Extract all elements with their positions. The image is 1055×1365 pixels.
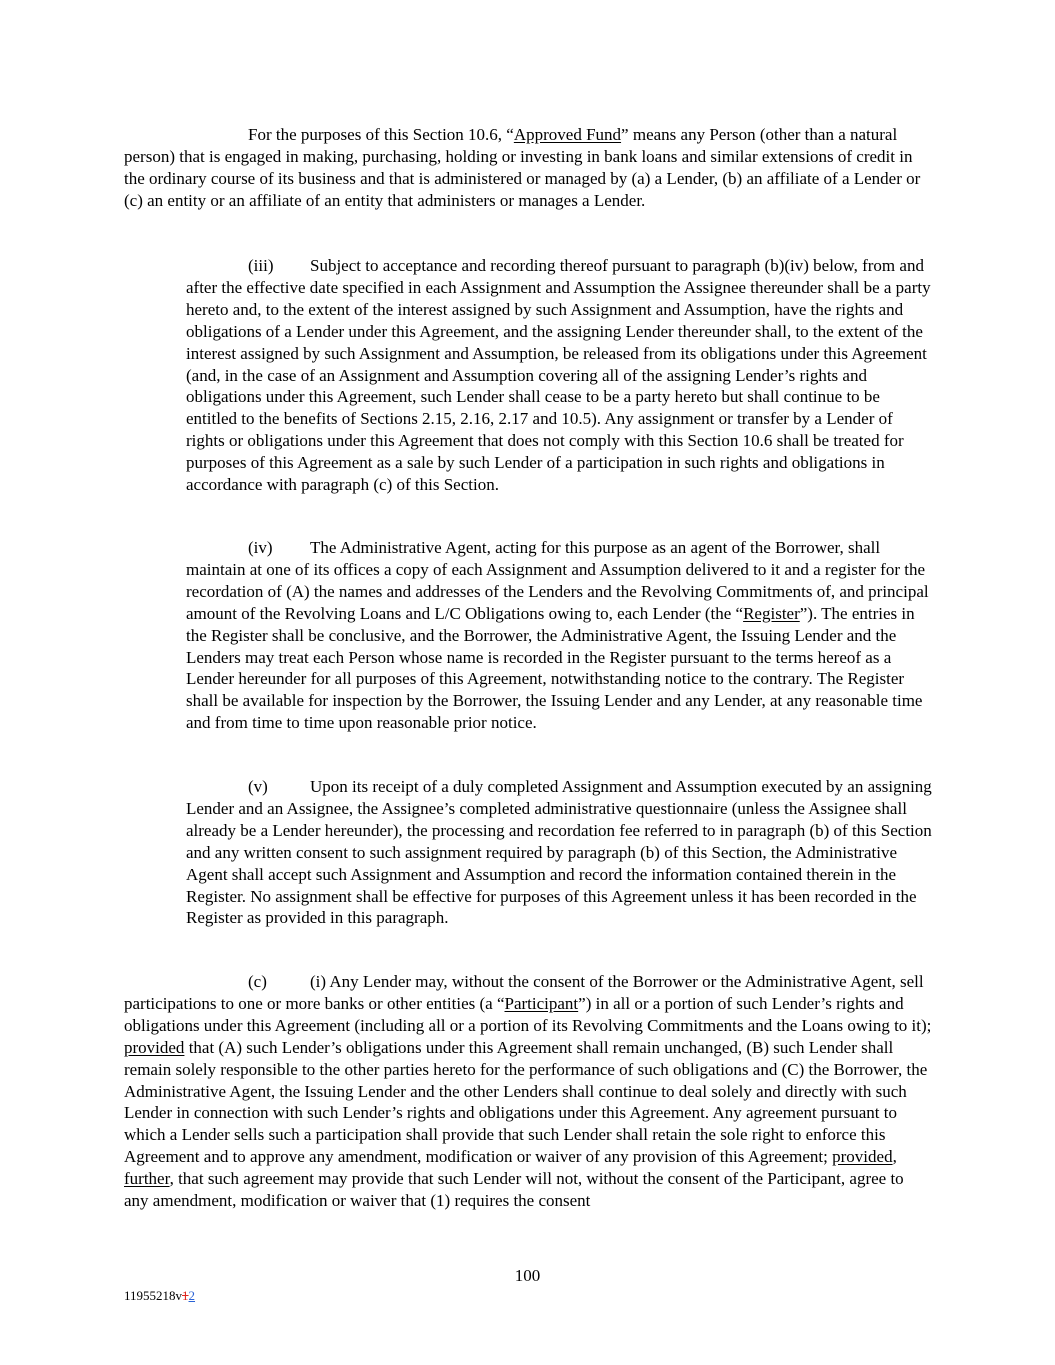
- defined-term-participant: Participant: [504, 993, 579, 1013]
- approved-fund-intro: For the purposes of this Section 10.6, “: [248, 125, 514, 144]
- paragraph-approved-fund: [124, 124, 932, 212]
- defined-term-register: Register: [743, 603, 800, 623]
- clause-label-iii: (iii): [248, 256, 274, 275]
- proviso-comma: ,: [892, 1147, 897, 1167]
- clause-label-v: (v): [248, 777, 268, 796]
- paragraph-c: [124, 971, 932, 1212]
- proviso-provided-further: provided: [832, 1147, 893, 1167]
- document-id: [124, 1288, 195, 1304]
- clause-text-iv-after: ”). The entries in the Register shall be conclusive, and the Borrower, the Administrative Agent, the Issuing Lender and the Lenders may treat each Person whose name is recorded in the Register pursuant to the terms hereof as a Lender hereunder for all purposes of this Agreement, notwithstanding notice to the contrary. The Register shall be available for inspection by the Borrower, the Issuing Lender and any Lender, at any reasonable time and from time to time upon reasonable prior notice.: [186, 603, 923, 733]
- paragraph-iv: [186, 537, 932, 734]
- clause-text-iii: Subject to acceptance and recording thereof pursuant to paragraph (b)(iv) below, from and after the effective date specified in each Assignment and Assumption the Assignee thereunder shall be a party hereto and, to the extent of the interest assigned by such Assignment and Assumption, have the rights and obligations of a Lender under this Agreement, and the assigning Lender thereunder shall, to the extent of the interest assigned by such Assignment and Assumption, be released from its obligations under this Agreement (and, in the case of an Assignment and Assumption covering all of the assigning Lender’s rights and obligations under this Agreement, such Lender shall cease to be a party hereto but shall continue to be entitled to the benefits of Sections 2.15, 2.16, 2.17 and 10.5). Any assignment or transfer by a Lender of rights or obligations under this Agreement that does not comply with this Section 10.6 shall be treated for purposes of this Agreement as a sale by such Lender of a participation in such rights and obligations in accordance with paragraph (c) of this Section.: [186, 256, 931, 495]
- clause-text-iv-before: The Administrative Agent, acting for this purpose as an agent of the Borrower, shall maintain at one of its offices a copy of each Assignment and Assumption delivered to it and a register for the recordation of (A) the names and addresses of the Lenders and the Revolving Commitments of, and principal amount of the Revolving Loans and L/C Obligations owing to, each Lender (the “: [186, 538, 929, 623]
- document-id-base: 11955218v: [124, 1288, 183, 1303]
- clause-text-c-part3: that (A) such Lender’s obligations under this Agreement shall remain unchanged, (B) such Lender shall remain solely responsible to the other parties hereto for the performance of such obligations and (C) the Borrower, the Administrative Agent, the Issuing Lender and the other Lenders shall continue to deal solely and directly with such Lender in connection with such Lender’s rights and obligations under this Agreement. Any agreement pursuant to which a Lender sells such a participation shall provide that such Lender shall retain the sole right to enforce this Agreement and to approve any amendment, modification or waiver of any provision of this Agreement;: [124, 1037, 928, 1167]
- page-number: 100: [514, 1266, 541, 1285]
- defined-term-approved-fund: Approved Fund: [513, 125, 622, 144]
- document-id-inserted-version: 2: [188, 1288, 196, 1303]
- document-id-deleted-version: 1: [182, 1288, 189, 1303]
- paragraph-v: [186, 776, 932, 929]
- proviso-further: further: [124, 1169, 170, 1189]
- proviso-provided: provided: [124, 1037, 185, 1057]
- clause-label-iv: (iv): [248, 538, 273, 557]
- clause-text-c-part2: ”) in all or a portion of such Lender’s rights and obligations under this Agreement (including all or a portion of its Revolving Commitments and the Loans owing to it);: [124, 993, 932, 1035]
- paragraph-iii: [186, 255, 932, 496]
- clause-text-c-part1: (i) Any Lender may, without the consent of the Borrower or the Administrative Agent, sell participations to one or more banks or other entities (a “: [124, 972, 924, 1013]
- approved-fund-definition: ” means any Person (other than a natural person) that is engaged in making, purchasing, holding or investing in bank loans and similar extensions of credit in the ordinary course of its business and that is administered or managed by (a) a Lender, (b) an affiliate of a Lender or (c) an entity or an affiliate of an entity that administers or manages a Lender.: [124, 125, 921, 210]
- clause-text-v: Upon its receipt of a duly completed Assignment and Assumption executed by an assigning Lender and an Assignee, the Assignee’s completed administrative questionnaire (unless the Assignee shall already be a Lender hereunder), the processing and recordation fee referred to in paragraph (b) of this Section and any written consent to such assignment required by paragraph (b) of this Section, the Administrative Agent shall accept such Assignment and Assumption and record the information contained therein in the Register. No assignment shall be effective for purposes of this Agreement unless it has been recorded in the Register as provided in this paragraph.: [186, 777, 932, 928]
- clause-label-c: (c): [248, 972, 267, 991]
- clause-text-c-part4: , that such agreement may provide that such Lender will not, without the consent of the Participant, agree to any amendment, modification or waiver that (1) requires the consent: [124, 1169, 904, 1211]
